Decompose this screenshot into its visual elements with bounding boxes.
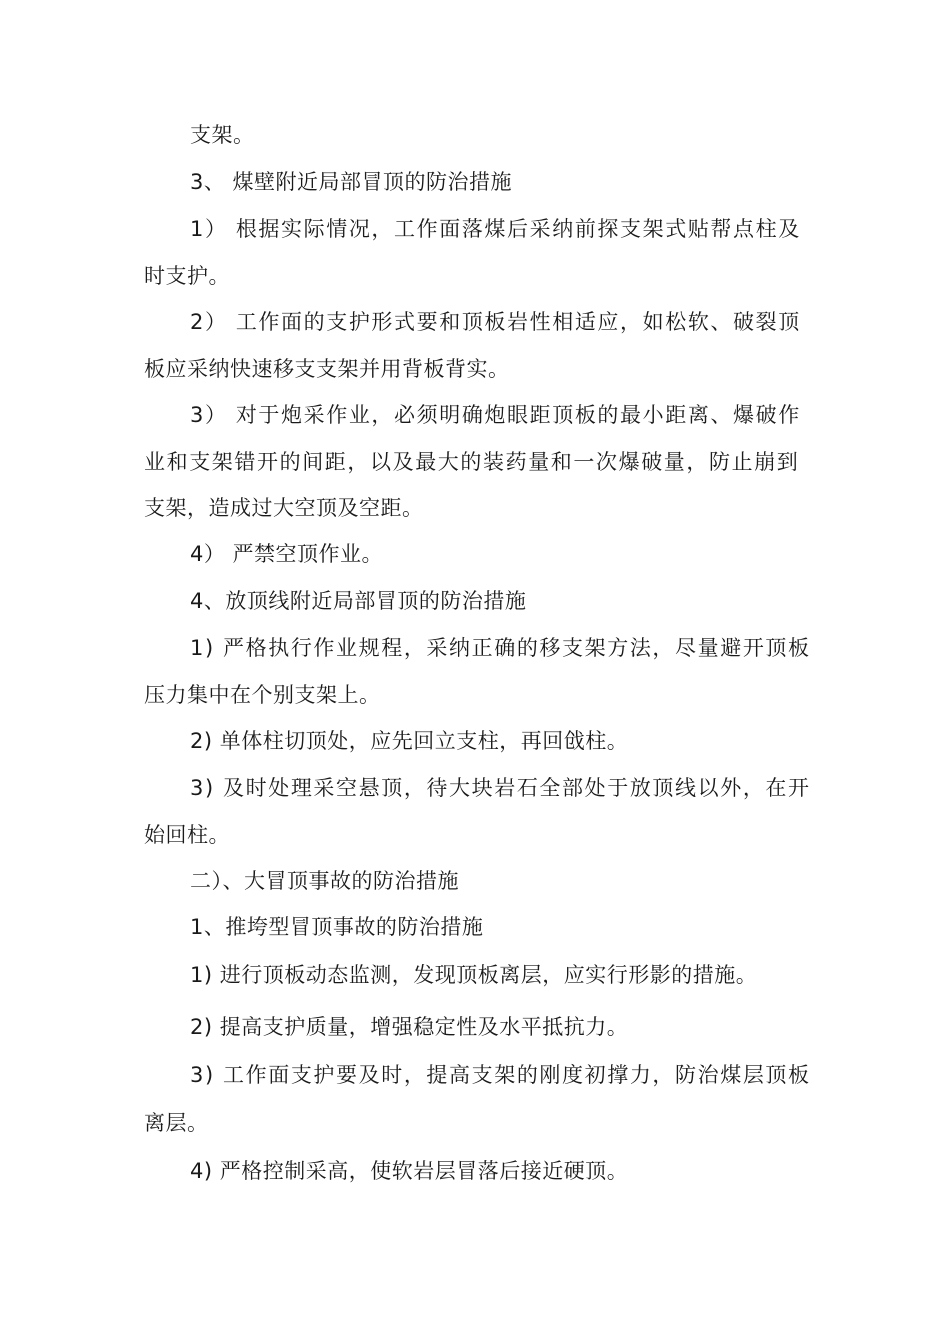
text-line: 1） 根据实际情况，工作面落煤后采纳前探支架式贴帮点柱及 (190, 217, 801, 241)
text-line: 3) 工作面支护要及时，提高支架的刚度初撑力，防治煤层顶板 (190, 1063, 811, 1087)
text-line: 3） 对于炮采作业，必须明确炮眼距顶板的最小距离、爆破作 (190, 403, 801, 427)
section-heading: 4、放顶线附近局部冒顶的防治措施 (190, 589, 527, 613)
text-line: 时支护。 (144, 264, 230, 288)
section-heading: 3、 煤壁附近局部冒顶的防治措施 (190, 170, 513, 194)
section-heading: 1、推垮型冒顶事故的防治措施 (190, 915, 484, 939)
text-line: 1) 进行顶板动态监测，发现顶板离层，应实行形影的措施。 (190, 963, 758, 987)
text-line: 4) 严格控制采高，使软岩层冒落后接近硬顶。 (190, 1159, 629, 1183)
text-line: 支架。 (190, 123, 255, 147)
text-line: 支架，造成过大空顶及空距。 (144, 496, 424, 520)
text-line: 3) 及时处理采空悬顶，待大块岩石全部处于放顶线以外，在开 (190, 776, 811, 800)
text-line: 2） 工作面的支护形式要和顶板岩性相适应，如松软、破裂顶 (190, 310, 801, 334)
section-heading: 二）、大冒顶事故的防治措施 (190, 869, 459, 893)
text-line: 4） 严禁空顶作业。 (190, 542, 384, 566)
text-line: 板应采纳快速移支支架并用背板背实。 (144, 357, 510, 381)
text-line: 业和支架错开的间距，以及最大的装药量和一次爆破量，防止崩到 (144, 450, 800, 474)
text-line: 1) 严格执行作业规程，采纳正确的移支架方法，尽量避开顶板 (190, 636, 811, 660)
text-line: 压力集中在个别支架上。 (144, 683, 381, 707)
text-line: 离层。 (144, 1111, 209, 1135)
text-line: 2) 提高支护质量，增强稳定性及水平抵抗力。 (190, 1015, 629, 1039)
text-line: 2) 单体柱切顶处，应先回立支柱，再回戗柱。 (190, 729, 629, 753)
text-line: 始回柱。 (144, 823, 230, 847)
